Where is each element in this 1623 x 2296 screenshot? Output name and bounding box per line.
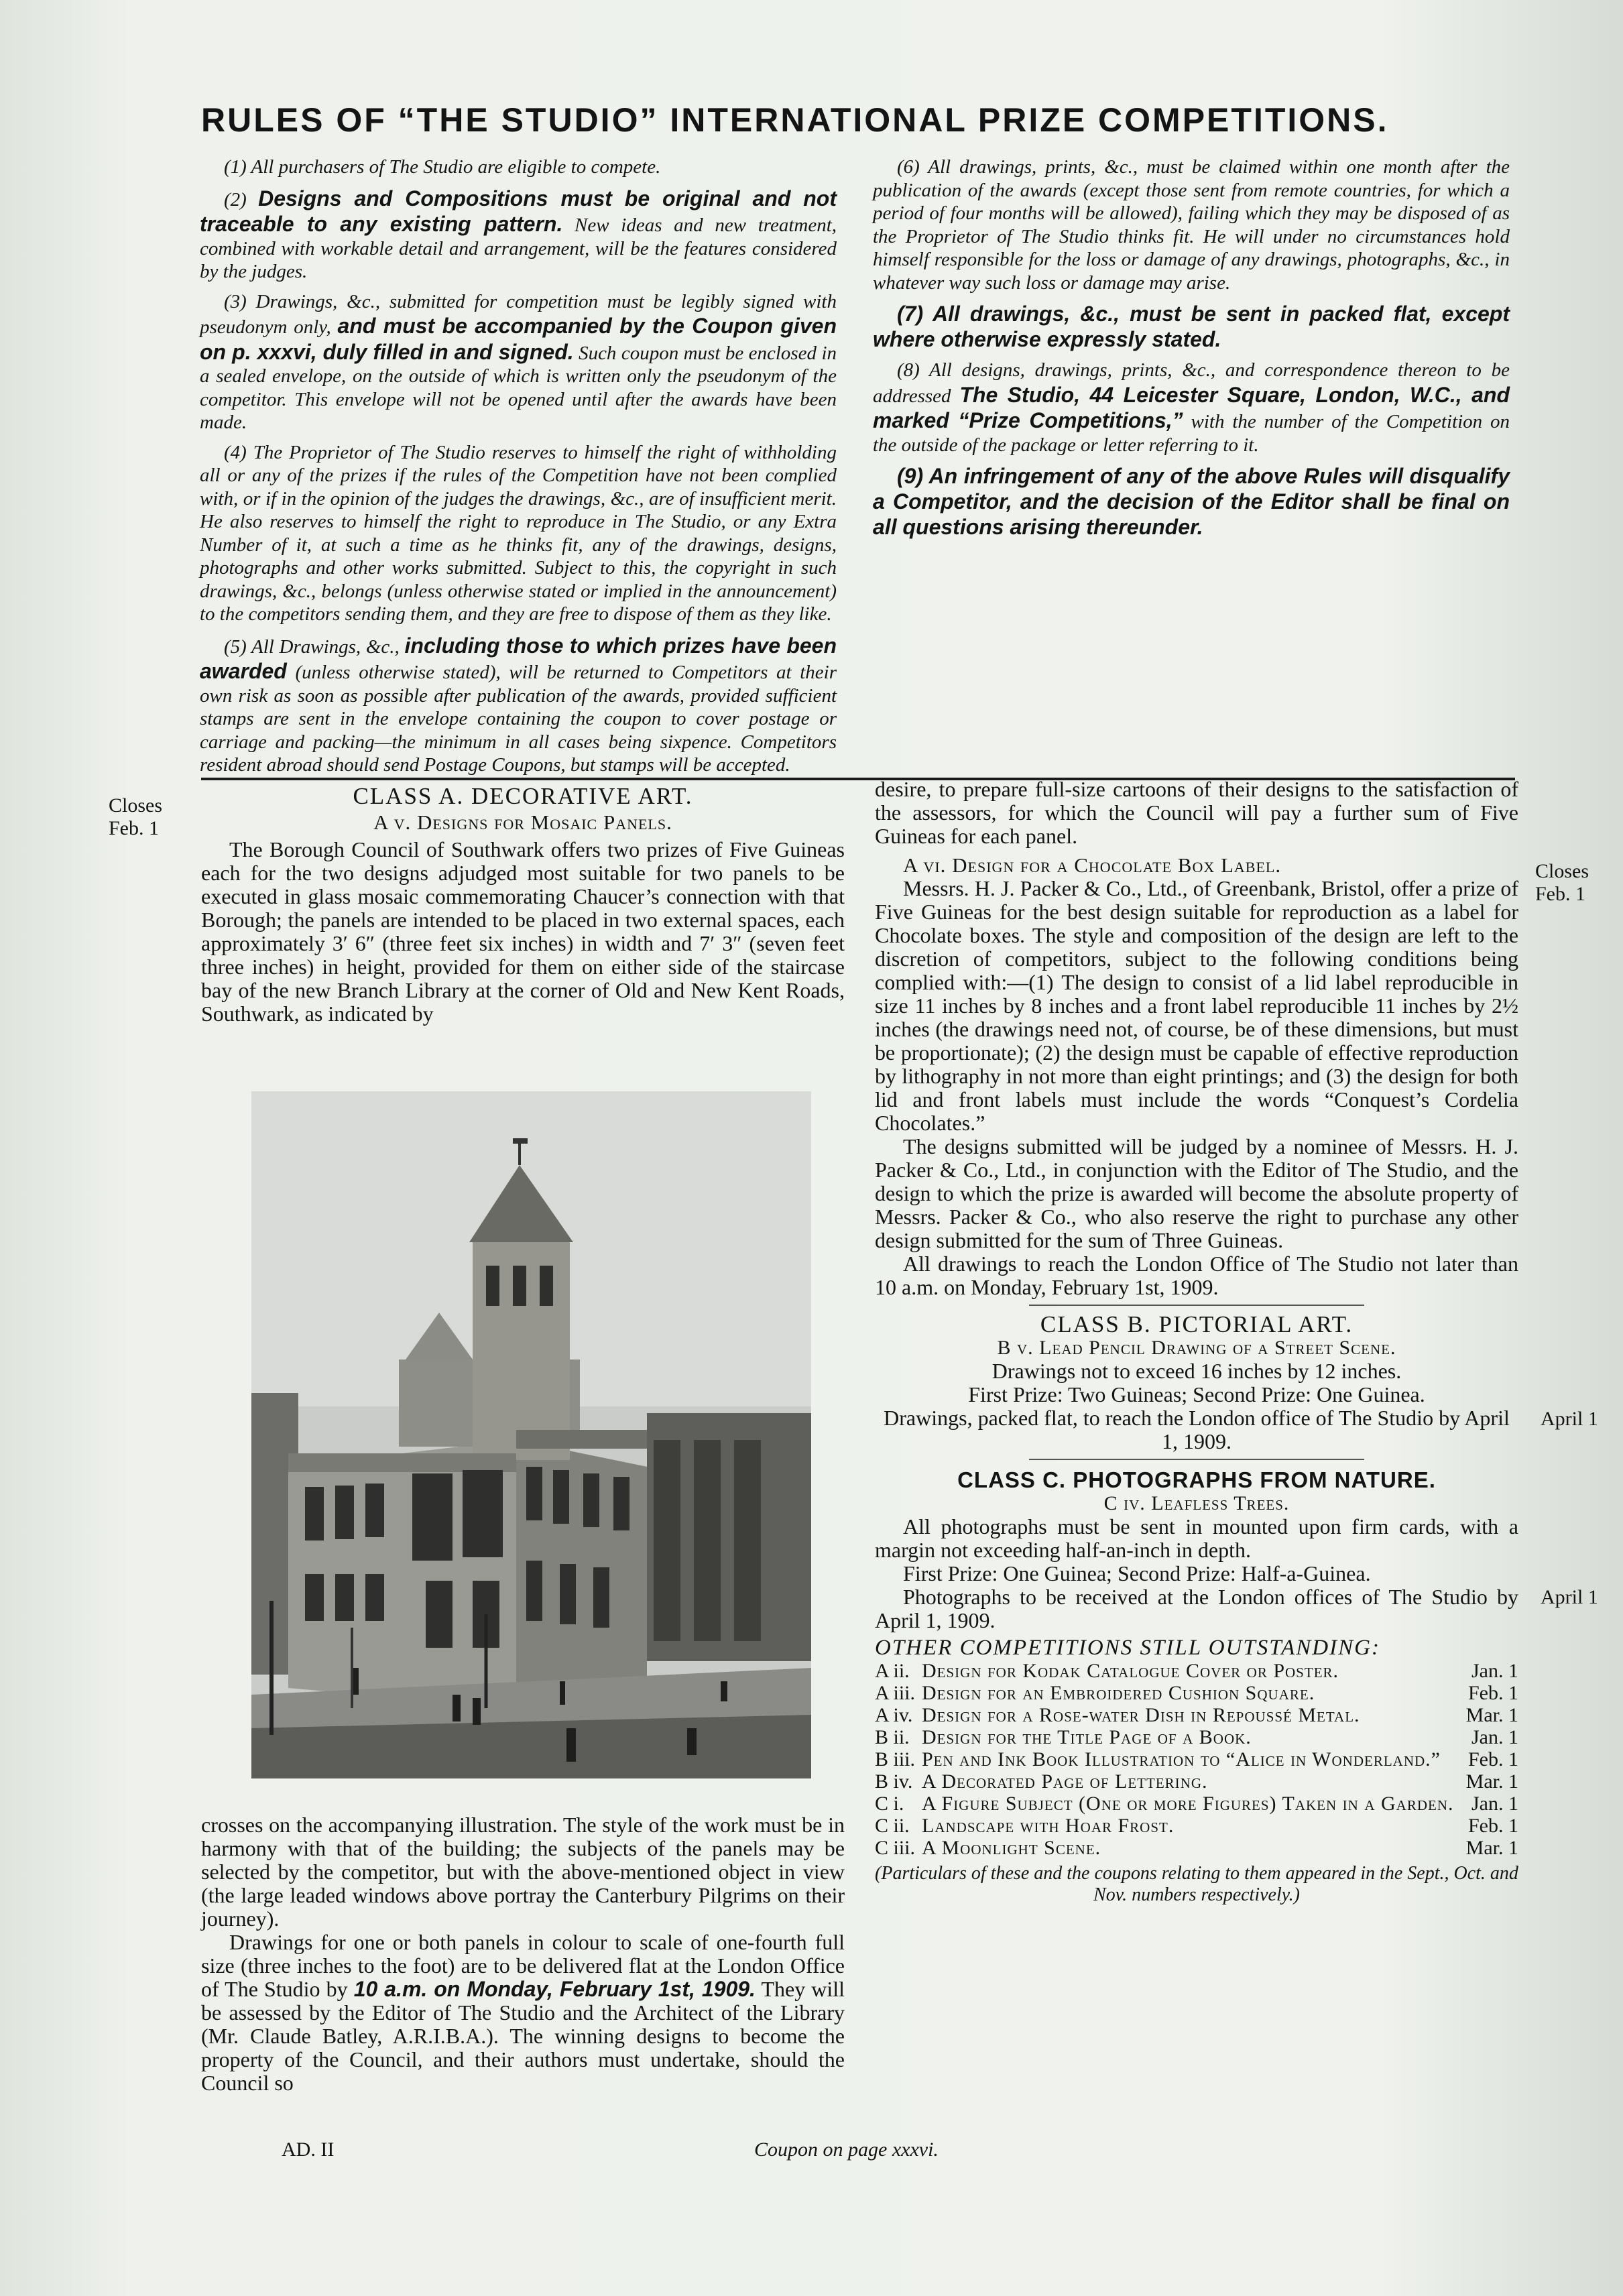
class-b-line-3: Drawings, packed flat, to reach the London office of The Studio by April 1, 1909. — [884, 1406, 1510, 1453]
outstanding-item — [875, 1726, 1518, 1748]
a6-paragraph-3: All drawings to reach the London Office of The Studio not later than 10 a.m. on Monday, February 1st, 1909. — [875, 1252, 1518, 1299]
class-a-continued — [201, 1813, 845, 2095]
class-b-rule — [1029, 1459, 1364, 1460]
outstanding-item-date: Jan. 1 — [1471, 1793, 1518, 1815]
class-c-date: April 1 — [1541, 1586, 1598, 1608]
footer-page-label: AD. II — [282, 2138, 335, 2161]
outstanding-item-code: B iii. — [875, 1748, 916, 1770]
class-c-paragraph-2: First Prize: One Guinea; Second Prize: Half-a-Guinea. — [903, 1561, 1371, 1585]
rule-3: (3) Drawings, &c., submitted for competition must be legibly signed with pseudonym only, and must be accompanied by the Coupon given on p. xxxvi, duly filled in and signed. Such coupon must be enclosed in a sealed envelope, on the outside of which is written only the pseudonym of the competitor. This envelope will not be opened until after the awards have been made. — [200, 290, 837, 433]
class-b-line-1: Drawings not to exceed 16 inches by 12 inches. — [991, 1359, 1402, 1383]
class-a-continuation: desire, to prepare full-size cartoons of their designs to the satisfaction of the assessors, for which the Council will pay a further sum of Five Guineas for each panel. — [875, 777, 1518, 848]
rules-title: RULES OF “THE STUDIO” INTERNATIONAL PRIZE COMPETITIONS. — [201, 101, 1389, 139]
a6-paragraph-1: Messrs. H. J. Packer & Co., Ltd., of Greenbank, Bristol, offer a prize of Five Guineas for the best design suitable for reproduction as a label for Chocolate boxes. The style and composition of the design are left to the discretion of competitors, subject to the following conditions being complied with:—(1) The design to consist of a lid label reproducible in size 11 inches by 8 inches and a front label reproducible 11 inches by 2½ inches (the drawings need not, of course, be of these dimensions, but must be proportionate); (2) the design must be capable of effective reproduction by lithography in not more than eight printings; and (3) the design for both lid and front labels must include the words “Conquest’s Cordelia Chocolates.” — [875, 876, 1518, 1135]
outstanding-item-title: Design for Kodak Catalogue Cover or Poster. — [922, 1660, 1339, 1682]
library-building-photo — [251, 1091, 811, 1778]
outstanding-item-code: C i. — [875, 1793, 904, 1815]
outstanding-item — [875, 1748, 1518, 1770]
class-c-subheading: C iv. Leafless Trees. — [1103, 1492, 1290, 1514]
a6-heading: A vi. Design for a Chocolate Box Label. — [903, 853, 1282, 877]
outstanding-item-title: A Moonlight Scene. — [922, 1837, 1101, 1859]
outstanding-item-code: B ii. — [875, 1726, 910, 1748]
right-body-column — [875, 778, 1518, 1906]
class-a-heading: CLASS A. DECORATIVE ART. — [353, 783, 693, 809]
class-b-line-2: First Prize: Two Guineas; Second Prize: One Guinea. — [968, 1382, 1425, 1406]
rule-7: (7) All drawings, &c., must be sent in packed flat, except where otherwise expressly stated. — [873, 302, 1510, 351]
rule-2: (2) Designs and Compositions must be original and not traceable to any existing pattern. New ideas and new treatment, combined with workable detail and arrangement, will be the features considered by the judges. — [200, 186, 837, 282]
outstanding-item — [875, 1660, 1518, 1682]
class-b-date: April 1 — [1541, 1408, 1598, 1430]
rule-8: (8) All designs, drawings, prints, &c., and correspondence thereon to be addressed The Studio, 44 Leicester Square, London, W.C., and marked “Prize Competitions,” with the number of the Competition on the outside of the package or letter referring to it. — [873, 359, 1510, 456]
library-building-illustration — [251, 1091, 811, 1778]
outstanding-item — [875, 1770, 1518, 1793]
outstanding-item-code: A ii. — [875, 1660, 910, 1682]
outstanding-note: (Particulars of these and the coupons relating to them appeared in the Sept., Oct. and Nov. numbers respectively.) — [875, 1863, 1518, 1905]
footer-coupon-note: Coupon on page xxxvi. — [754, 2138, 939, 2161]
outstanding-item-date: Jan. 1 — [1471, 1726, 1518, 1748]
outstanding-item-title: A Figure Subject (One or more Figures) Taken in a Garden. — [922, 1793, 1454, 1815]
outstanding-item-title: A Decorated Page of Lettering. — [922, 1770, 1208, 1793]
class-b-heading: CLASS B. PICTORIAL ART. — [1040, 1311, 1354, 1337]
outstanding-item-date: Mar. 1 — [1465, 1770, 1518, 1793]
outstanding-item-code: C iii. — [875, 1837, 916, 1859]
class-a-closes-label: Closes Feb. 1 — [109, 794, 163, 839]
outstanding-item-title: Landscape with Hoar Frost. — [922, 1815, 1175, 1837]
outstanding-item-title: Design for a Rose-water Dish in Repoussé Metal. — [922, 1704, 1360, 1726]
rule-4: (4) The Proprietor of The Studio reserves to himself the right of withholding all or any of the prizes if the rules of the Competition have not been complied with, or if in the opinion of the judges the drawings, &c., are of insufficient merit. He also reserves to himself the right to reproduce in The Studio, or any Extra Number of it, at such a time as he thinks fit, any of the drawings, designs, photographs and other works submitted. Subject to this, the copyright in such drawings, &c., belongs (unless otherwise stated or implied in the announcement) to the competitors sending them, and they are free to dispose of them as they like. — [200, 441, 837, 625]
outstanding-item-code: A iii. — [875, 1682, 916, 1704]
outstanding-item — [875, 1793, 1518, 1815]
outstanding-item-date: Feb. 1 — [1468, 1748, 1518, 1770]
outstanding-item — [875, 1837, 1518, 1859]
rule-5: (5) All Drawings, &c., including those to which prizes have been awarded (unless otherwise stated), will be returned to Competitors at their own risk as soon as possible after publication of the awards, provided sufficient stamps are sent in the envelope containing the coupon to cover postage or carriage and packing—the minimum in all cases being sixpence. Competitors resident abroad should send Postage Coupons, but stamps will be accepted. — [200, 633, 837, 776]
outstanding-item — [875, 1682, 1518, 1704]
outstanding-item-code: A iv. — [875, 1704, 913, 1726]
a6-rule — [1029, 1305, 1364, 1306]
outstanding-item-code: B iv. — [875, 1770, 913, 1793]
a6-paragraph-2: The designs submitted will be judged by a nominee of Messrs. H. J. Packer & Co., Ltd., in conjunction with the Editor of The Studio, and the design to which the prize is awarded will become the absolute property of Messrs. Packer & Co., who also reserve the right to purchase any other design submitted for the sum of Three Guineas. — [875, 1134, 1518, 1252]
outstanding-item — [875, 1704, 1518, 1726]
rule-6: (6) All drawings, prints, &c., must be claimed within one month after the publication of the awards (except those sent from remote countries, for which a period of four months will be allowed), failing which they may be disposed of as the Proprietor of The Studio thinks fit. He will under no circumstances hold himself responsible for the loss or damage of any drawings, photographs, &c., in whatever way such loss or damage may arise. — [873, 156, 1510, 294]
outstanding-item-code: C ii. — [875, 1815, 910, 1837]
outstanding-item-title: Design for the Title Page of a Book. — [922, 1726, 1252, 1748]
rules-left-column — [200, 156, 837, 784]
outstanding-item-date: Jan. 1 — [1471, 1660, 1518, 1682]
a6-closes-label: Closes Feb. 1 — [1535, 860, 1589, 905]
outstanding-item-date: Feb. 1 — [1468, 1682, 1518, 1704]
outstanding-item-title: Design for an Embroidered Cushion Square. — [922, 1682, 1315, 1704]
class-c-paragraph-1: All photographs must be sent in mounted upon firm cards, with a margin not exceeding half-an-inch in depth. — [875, 1514, 1518, 1562]
class-a-section — [201, 784, 845, 1026]
rules-right-column — [873, 156, 1510, 546]
outstanding-item-title: Pen and Ink Book Illustration to “Alice in Wonderland.” — [922, 1748, 1441, 1770]
class-a-paragraph-3: Drawings for one or both panels in colour to scale of one-fourth full size (three inches to the foot) are to be delivered flat at the London Office of The Studio by 10 a.m. on Monday, February 1st, 1909. They will be assessed by the Editor of The Studio and the Architect of the Library (Mr. Claude Batley, A.R.I.B.A.). The winning designs to become the property of the Council, and their authors must undertake, should the Council so — [201, 1930, 845, 2095]
class-a-paragraph-1: The Borough Council of Southwark offers two prizes of Five Guineas each for the two designs adjudged most suitable for two panels to be executed in glass mosaic commemorating Chaucer’s connection with that Borough; the panels are intended to be placed in two external spaces, each approximately 3′ 6″ (three feet six inches) in width and 7′ 3″ (seven feet three inches) in height, provided for them on either side of the staircase bay of the new Branch Library at the corner of Old and New Kent Roads, Southwark, as indicated by — [201, 837, 845, 1026]
outstanding-heading: OTHER COMPETITIONS STILL OUTSTANDING: — [875, 1636, 1380, 1660]
outstanding-item-date: Mar. 1 — [1465, 1704, 1518, 1726]
outstanding-item — [875, 1815, 1518, 1837]
rule-1: (1) All purchasers of The Studio are eligible to compete. — [224, 156, 661, 178]
class-a-subheading: A v. Designs for Mosaic Panels. — [373, 810, 672, 834]
class-a-paragraph-2: crosses on the accompanying illustration. The style of the work must be in harmony with that of the building; the subjects of the panels may be selected by the competitor, but with the above-mentioned object in view (the large leaded windows above portray the Canterbury Pilgrims on their journey). — [201, 1813, 845, 1931]
class-c-paragraph-3: Photographs to be received at the London offices of The Studio by April 1, 1909. — [875, 1585, 1518, 1632]
rule-9: (9) An infringement of any of the above Rules will disqualify a Competitor, and the decision of the Editor shall be final on all questions arising thereunder. — [873, 464, 1510, 539]
class-b-subheading: B v. Lead Pencil Drawing of a Street Scene. — [997, 1337, 1396, 1359]
outstanding-item-date: Mar. 1 — [1465, 1837, 1518, 1859]
outstanding-item-date: Feb. 1 — [1468, 1815, 1518, 1837]
class-c-heading: CLASS C. PHOTOGRAPHS FROM NATURE. — [957, 1467, 1436, 1492]
outstanding-list — [875, 1660, 1518, 1859]
